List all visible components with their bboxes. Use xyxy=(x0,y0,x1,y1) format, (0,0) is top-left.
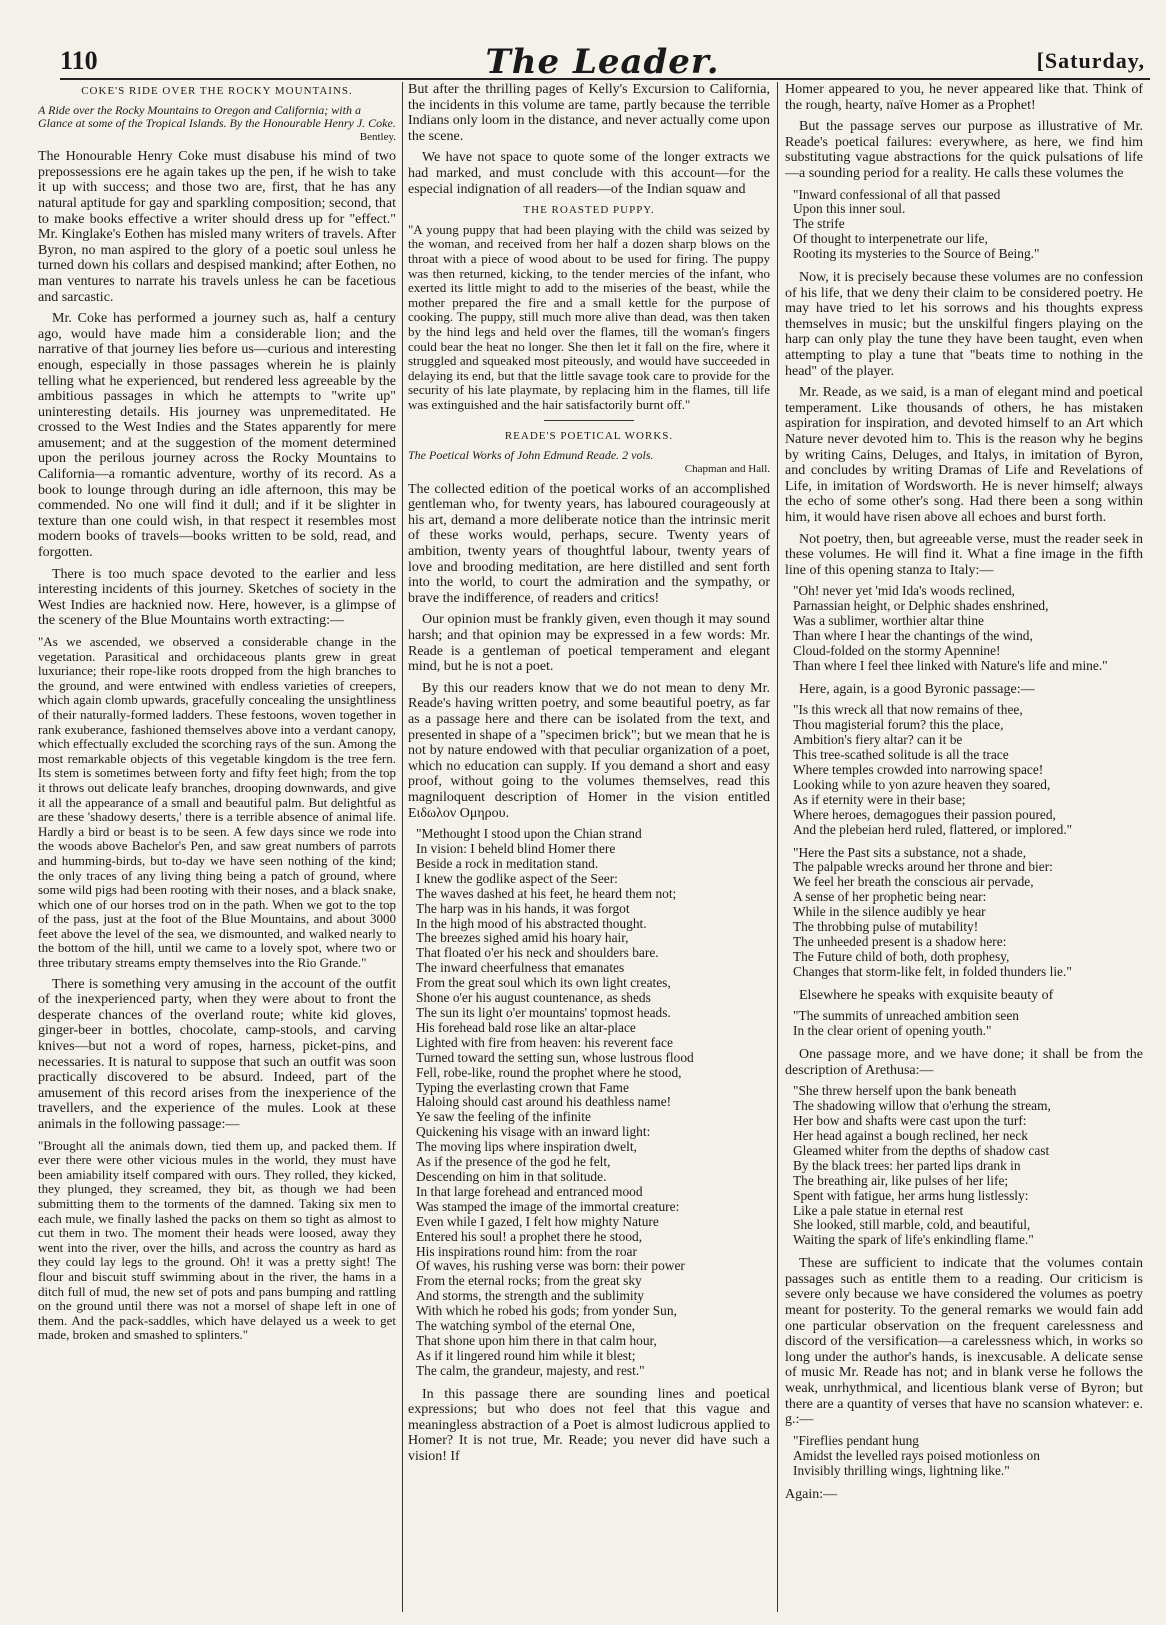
column-divider xyxy=(777,82,778,1612)
verse-quote: "Methought I stood upon the Chian strand In vision: I beheld blind Homer there Beside a rock in meditation stand. I knew the godlike aspect of the Seer: The waves dashed at his feet, he heard them not; The harp was in his hands, it was forgot In the high mood of his abstracted thought. The breezes sighed amid his hoary hair, That floated o'er his neck and shoulders bare. The inward cheerfulness that emanates From the great soul which its own light creates, Shone o'er his august countenance, as sheds The sun its light o'er mountains' topmost heads. His forehead bald rose like an altar-place Lighted with fire from heaven: his reverent face Turned toward the setting sun, whose lustrous flood Fell, robe-like, round the prophet where he stood, Typing the everlasting crown that Fame Haloing should cast around his deathless name! Ye saw the feeling of the infinite Quickening his visage with an inward light: The moving lips where inspiration dwelt, As if the presence of the god he felt, Descending on him in that solitude. In that large forehead and entranced mood Was stamped the image of the immortal creature: Even while I gazed, I felt how mighty Nature Entered his soul! a prophet there he stood, His inspirations round him: from the roar Of waves, his rushing verse was born: their power From the eternal rocks; from the great sky And storms, the strength and the sublimity With which he robed his gods; from yonder Sun, The watching symbol of the eternal One, That shone upon him there in that calm hour, As if it lingered round him while it blest; The calm, the grandeur, majesty, and rest." xyxy=(416,826,694,1378)
book-subtitle: A Ride over the Rocky Mountains to Oregon and California; with a Glance at some of the Tropical Islands. By the Honourable Henry J. Coke. xyxy=(38,102,396,130)
verse-quote: "Oh! never yet 'mid Ida's woods reclined, Parnassian height, or Delphic shades enshrined, Was a sublimer, worthier altar thine Than where I hear the chantings of the wind, Cloud-folded on the stormy Apennine! Than where I feel thee linked with Nature's life and mine." xyxy=(793,583,1108,673)
paragraph: Our opinion must be frankly given, even though it may sound harsh; and that opinion may be expressed in a few words: Mr. Reade is a gentleman of poetical temperament and elegant mind, but he is not a poet. xyxy=(408,612,770,675)
paragraph: Homer appeared to you, he never appeared like that. Think of the rough, hearty, naïve Homer as a Prophet! xyxy=(785,82,1143,113)
article-heading: COKE'S RIDE OVER THE ROCKY MOUNTAINS. xyxy=(81,85,353,97)
paragraph: But the passage serves our purpose as illustrative of Mr. Reade's poetical failures: everywhere, as here, we find him substituting vague abstractions for the quick pulsations of life—a sounding period for a reality. He calls these volumes the xyxy=(785,119,1143,181)
masthead-title: The Leader. xyxy=(485,42,720,82)
block-quote: "A young puppy that had been playing with the child was seized by the woman, and received from her half a dozen sharp blows on the throat with a piece of wood about to be used for firing. The puppy was then returned, kicking, to the tender mercies of the infant, who exerted its little might to add to the miseries of the beast, while the mother prepared the fire and a small kettle for the purpose of cooking. The puppy, still much more alive than dead, was then taken by the hind legs and held over the flames, till the woman's fingers could bear the heat no longer. She then let it fall on the fire, where it struggled and squeaked most piteously, and would have succeeded in delaying its end, but that the little savage took care to provide for the security of his late playmate, by replacing him in the flames, till life was extinguished and the hair satisfactorily burnt off." xyxy=(408,221,770,412)
column-divider xyxy=(402,82,403,1612)
paragraph: There is too much space devoted to the earlier and less interesting incidents of this journey. Sketches of society in the West Indies are hacknied now. Here, however, is a glimpse of the scenery of the Blue Mountains worth extracting:— xyxy=(38,566,396,629)
paragraph: Mr. Reade, as we said, is a man of elegant mind and poetical temperament. Like thousands of others, he has mistaken aspiration for inspiration, and devoted himself to an Art which Nature never devoted him to. This is the reason why he begins by writing Cains, Deluges, and Italys, in imitation of Byron, and concludes by writing Dramas of Life and Revelations of Life, in imitation of Wordsworth. He is never himself; always the echo of some other's song. Had there been a song within him, it would have risen above all echoes and burst forth. xyxy=(785,385,1143,525)
paragraph: There is something very amusing in the account of the outfit of the inexperienced party, when they were about to front the desperate chances of the overland route; white kid gloves, ginger-beer in bottles, chocolate, camp-stools, and carving knives—but not a word of ropes, harness, picket-pins, and necessaries. It is natural to suppose that such an outfit was soon practically discovered to be absurd. Indeed, part of the amusement of this record arises from the inexperience of the travellers, and the experience of the mules. Look at these animals in the following passage:— xyxy=(38,976,396,1132)
paragraph: Now, it is precisely because these volumes are no confession of his life, that we deny their claim to be considered poetry. He may have tried to let his sorrows and his thoughts express themselves in music; but the unskilful fingers playing on the harp can only play the tune they have been taught, even when attempting to play a tune that "beats time to nothing in the head" of the player. xyxy=(785,270,1143,379)
verse-quote: "Inward confessional of all that passed Upon this inner soul. The strife Of thought to interpenetrate our life, Rooting its mysteries to the Source of Being." xyxy=(793,186,1040,262)
paragraph: The Honourable Henry Coke must disabuse his mind of two prepossessions ere he again takes up the pen, if he wish to take it up with success; and those two are, first, that he has any natural aptitude for gay and sparkling composition; second, that to make books effective a writer should dress up for "effect." Mr. Kinglake's Eothen has misled many writers of travels. After Byron, no man aspired to the glory of a poetic soul unless he turned down his collars and despised mankind; after Eothen, no man ventures to narrate his travels unless he can be facetious and sarcastic. xyxy=(38,149,396,305)
book-subtitle: The Poetical Works of John Edmund Reade. 2 vols. xyxy=(408,448,654,463)
paragraph: But after the thrilling pages of Kelly's Excursion to California, the incidents in this volume are tame, partly because the terrible Indians only loom in the distance, and never actually come upon the scene. xyxy=(408,82,770,144)
verse-quote: "Fireflies pendant hung Amidst the levelled rays poised motionless on Invisibly thrilling wings, lightning like." xyxy=(793,1432,1040,1478)
issue-day: [Saturday, xyxy=(1036,48,1145,73)
paragraph: Elsewhere he speaks with exquisite beauty of xyxy=(799,987,1054,1003)
verse-quote: "She threw herself upon the bank beneath The shadowing willow that o'erhung the stream, Her bow and shafts were cast upon the turf: Her head against a bough reclined, her neck Gleamed whiter from the depths of shadow cast By the black trees: her parted lips drank in The breathing air, like pulses of her life; Spent with fatigue, her arms hung listlessly: Like a pale statue in eternal rest She looked, still marble, cold, and beautiful, Waiting the spark of life's enkindling flame." xyxy=(793,1083,1051,1248)
page-number: 110 xyxy=(60,46,98,75)
verse-quote: "Here the Past sits a substance, not a shade, The palpable wrecks around her throne and bier: We feel her breath the conscious air pervade, A sense of her prophetic being near: While in the silence audibly ye hear The throbbing pulse of mutability! The unheeded present is a shadow here: The Future child of both, doth prophesy, Changes that storm-like felt, in folded thunders lie." xyxy=(793,844,1072,979)
page-header xyxy=(60,44,1145,80)
paragraph: In this passage there are sounding lines and poetical expressions; but who does not feel that this vague and meaningless abstraction of a Poet is almost ludicrous applied to Homer? It is not true, Mr. Reade; you never did have such a vision! If xyxy=(408,1386,770,1465)
publisher: Chapman and Hall. xyxy=(684,463,770,476)
paragraph: By this our readers know that we do not mean to deny Mr. Reade's having written poetry, and some beautiful poetry, as far as a passage here and there can be isolated from the text, and presented in shape of a "specimen brick"; but we mean that he is not by nature endowed with that peculiar organization of a poet, which no education can supply. If you demand a short and easy proof, without going to the volumes themselves, read this magniloquent description of Homer in the vision entitled Ειδωλον Ομηρου. xyxy=(408,680,770,821)
paragraph: These are sufficient to indicate that the volumes contain passages such as entitle them to a reading. Our criticism is severe only because we have considered the volumes as poetry meant for posterity. To the general remarks we would fain add one particular observation on the frequent carelessness and discord of the versification—a carelessness which, in works so long under the author's hands, is inexcusable. A delicate sense of music Mr. Reade has not; and in blank verse he follows the weak, unrhythmical, and licentious blank verse of Byron; but there are a quantity of verses that have no scansion whatever: e. g.:— xyxy=(785,1256,1143,1428)
paragraph: One passage more, and we have done; it shall be from the description of Arethusa:— xyxy=(785,1047,1143,1078)
column-1 xyxy=(38,82,396,1612)
verse-quote: "The summits of unreached ambition seen In the clear orient of opening youth." xyxy=(793,1008,1019,1039)
verse-quote: "Is this wreck all that now remains of thee, Thou magisterial forum? this the place, Ambition's fiery altar? can it be This tree-scathed solitude is all the trace Where temples crowded into narrowing space! Looking while to yon azure heaven they soared, As if eternity were in their base; Where heroes, demagogues their passion poured, And the plebeian herd ruled, flattered, or implored." xyxy=(793,702,1073,837)
section-rule xyxy=(544,420,634,421)
header-rule xyxy=(60,78,1150,80)
block-quote: "As we ascended, we observed a considerable change in the vegetation. Parasitical and orchidaceous plants grew in great luxuriance; their rope-like roots dropped from the high branches to the ground, and were entwined with endless varieties of creepers, which again clomb upwards, gracefully concealing the unsightliness of their naturally-formed ladders. These festoons, woven together in rank exuberance, fashioned themselves above into a verdant canopy, which effectually excluded the scorching rays of the sun. Among the most remarkable objects of this vegetable kingdom is the tree fern. Its stem is sometimes between forty and fifty feet high; from the top it throws out delicate leafy branches, drooping downwards, and give it all the appearance of a small and beautiful palm. But delightful as are these 'shadowy deserts,' there is a terrible absence of animal life. Hardly a bird or beast is to be seen. A few days since we rode into the woods above Bachelor's Pen, and saw great numbers of parrots and humming-birds, but to-day we have seen nothing of the kind; the only traces of any living thing being a patch of ground, where some wild pigs had been rooting with their noses, and a black snake, which one of our horses trod on in the path. When we got to the top of the pass, just at the foot of the Blue Mountains, and about 3000 feet above the level of the sea, we dismounted, and walked nearly to the bottom of the hill, until we came to a lovely spot, where two or three tributary streams empty themselves into the Rio Grande." xyxy=(38,634,396,971)
column-3 xyxy=(785,82,1143,1612)
column-2 xyxy=(408,82,770,1612)
paragraph: Not poetry, then, but agreeable verse, must the reader seek in these volumes. He will find it. What a fine image in the fifth line of this opening stanza to Italy:— xyxy=(785,531,1143,578)
section-heading: THE ROASTED PUPPY. xyxy=(523,204,655,217)
publisher: Bentley. xyxy=(359,130,396,143)
paragraph: We have not space to quote some of the longer extracts we had marked, and must conclude with this account—for the especial indignation of all readers—of the Indian squaw and xyxy=(408,150,770,197)
paragraph: Again:— xyxy=(785,1486,838,1502)
paragraph: The collected edition of the poetical works of an accomplished gentleman who, for twenty years, has laboured courageously at his art, demand a more deliberate notice than the intrinsic merit of these works would, perhaps, secure. Twenty years of ambition, twenty years of thoughtful labour, twenty years of love and brooding meditation, are here distilled and sent forth into the world, to court the admiration and the sympathy, or brave the indifference, of readers and critics! xyxy=(408,481,770,606)
paragraph: Mr. Coke has performed a journey such as, half a century ago, would have made him a considerable lion; and the narrative of that journey lies before us—curious and interesting enough, especially in those passages wherein he is plainly telling what he experienced, but rendered less agreeable by the ambitious passages in which he attempts to "write up" uninteresting details. His journey was unpremeditated. He crossed to the West Indies and the States apparently for mere amusement; and at the suggestion of the moment determined upon the perilous journey across the Rocky Mountains to California—a romantic adventure, worthy of its record. As a book to lounge through during an idle afternoon, this may be commended. No one will find it dull; and if it be slighter in texture than one could wish, in that respect it resembles most modern books of travels—books written to be sold, read, and forgotten. xyxy=(38,311,396,561)
article-heading: READE'S POETICAL WORKS. xyxy=(504,430,674,443)
block-quote: "Brought all the animals down, tied them up, and packed them. If ever there were other vicious mules in the world, they must have been amiability itself compared with ours. They rolled, they kicked, they plunged, they screamed, they bit, as though we had been submitting them to the torments of the damned. Taking six men to each mule, we finally lashed the packs on them so tight as almost to cut them in two. The moment their heads were loosed, away they went into the river, over the hills, and across the country as hard as they could lay legs to the ground. Oh! it was a pretty sight! The flour and biscuit stuff swimming about in the river, the hams in a ditch full of mud, the new set of pots and pans bumping and rattling on the ground until there was not a morsel of shape left in one of them. And the pack-saddles, which have delayed us a week to get made, broken and smashed to splinters." xyxy=(38,1137,396,1343)
paragraph: Here, again, is a good Byronic passage:— xyxy=(799,681,1035,697)
